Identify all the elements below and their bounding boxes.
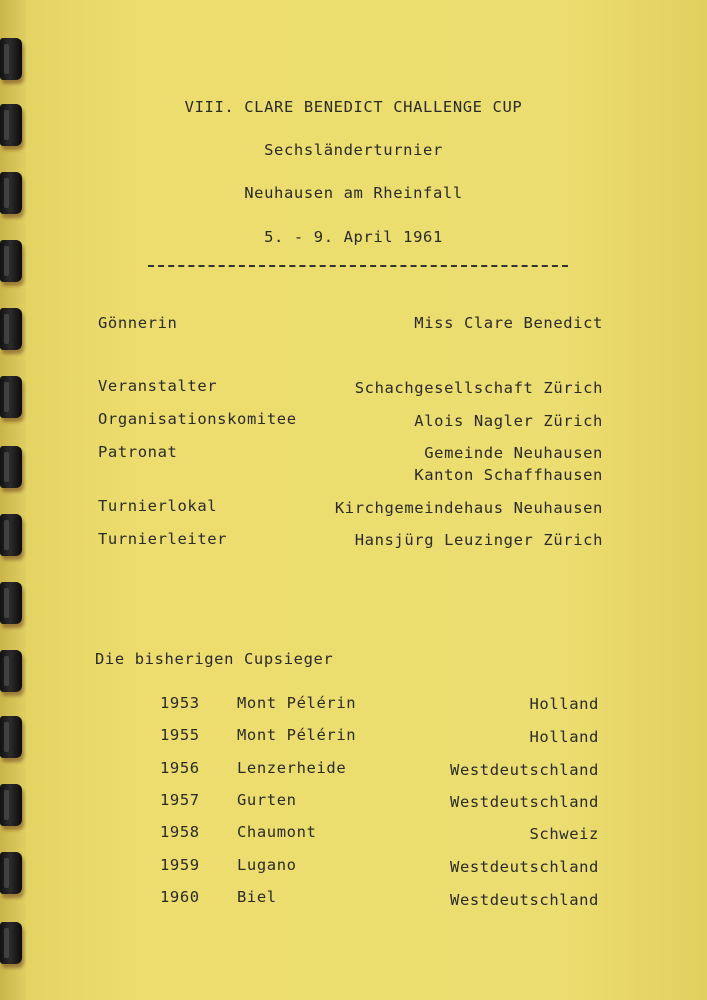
winner-country: Holland	[529, 695, 599, 713]
divider-rule	[148, 265, 568, 267]
official-label: Gönnerin	[98, 314, 178, 332]
spiral-ring	[0, 784, 22, 826]
official-label: Veranstalter	[98, 377, 218, 395]
official-value: Miss Clare Benedict	[414, 314, 603, 332]
winner-country: Westdeutschland	[450, 891, 599, 909]
spiral-ring	[0, 308, 22, 350]
document-title: VIII. CLARE BENEDICT CHALLENGE CUP	[184, 98, 523, 116]
spiral-ring	[0, 716, 22, 758]
winner-country: Westdeutschland	[450, 793, 599, 811]
spiral-ring	[0, 852, 22, 894]
official-value: Kirchgemeindehaus Neuhausen	[334, 499, 603, 517]
spiral-ring	[0, 376, 22, 418]
event-location: Neuhausen am Rheinfall	[244, 184, 463, 202]
spiral-ring	[0, 240, 22, 282]
spiral-ring	[0, 922, 22, 964]
official-label: Patronat	[98, 443, 178, 461]
winner-place: Lugano	[237, 856, 297, 874]
document-subtitle: Sechsländerturnier	[264, 141, 443, 159]
official-value-second-line: Kanton Schaffhausen	[414, 466, 603, 484]
spiral-ring	[0, 650, 22, 692]
winner-year: 1956	[160, 759, 200, 777]
winner-place: Gurten	[237, 791, 297, 809]
spiral-ring	[0, 582, 22, 624]
winner-year: 1957	[160, 791, 200, 809]
winner-year: 1953	[160, 694, 200, 712]
spiral-ring	[0, 514, 22, 556]
official-label: Turnierleiter	[98, 530, 228, 548]
winner-year: 1959	[160, 856, 200, 874]
winner-country: Schweiz	[529, 825, 599, 843]
winner-place: Chaumont	[237, 823, 317, 841]
spiral-ring	[0, 38, 22, 80]
winner-country: Westdeutschland	[450, 761, 599, 779]
spiral-ring	[0, 446, 22, 488]
winner-place: Mont Pélérin	[237, 726, 357, 744]
winner-place: Biel	[237, 888, 277, 906]
winner-year: 1960	[160, 888, 200, 906]
official-value: Alois Nagler Zürich	[414, 412, 603, 430]
official-value: Gemeinde Neuhausen	[424, 444, 603, 462]
winners-heading: Die bisherigen Cupsieger	[95, 650, 334, 668]
winner-country: Westdeutschland	[450, 858, 599, 876]
winner-year: 1955	[160, 726, 200, 744]
winner-year: 1958	[160, 823, 200, 841]
event-dates: 5. - 9. April 1961	[264, 228, 443, 246]
winner-country: Holland	[529, 728, 599, 746]
winner-place: Lenzerheide	[237, 759, 347, 777]
official-value: Hansjürg Leuzinger Zürich	[354, 531, 603, 549]
official-label: Organisationskomitee	[98, 410, 297, 428]
official-label: Turnierlokal	[98, 497, 218, 515]
official-value: Schachgesellschaft Zürich	[354, 379, 603, 397]
winner-place: Mont Pélérin	[237, 694, 357, 712]
